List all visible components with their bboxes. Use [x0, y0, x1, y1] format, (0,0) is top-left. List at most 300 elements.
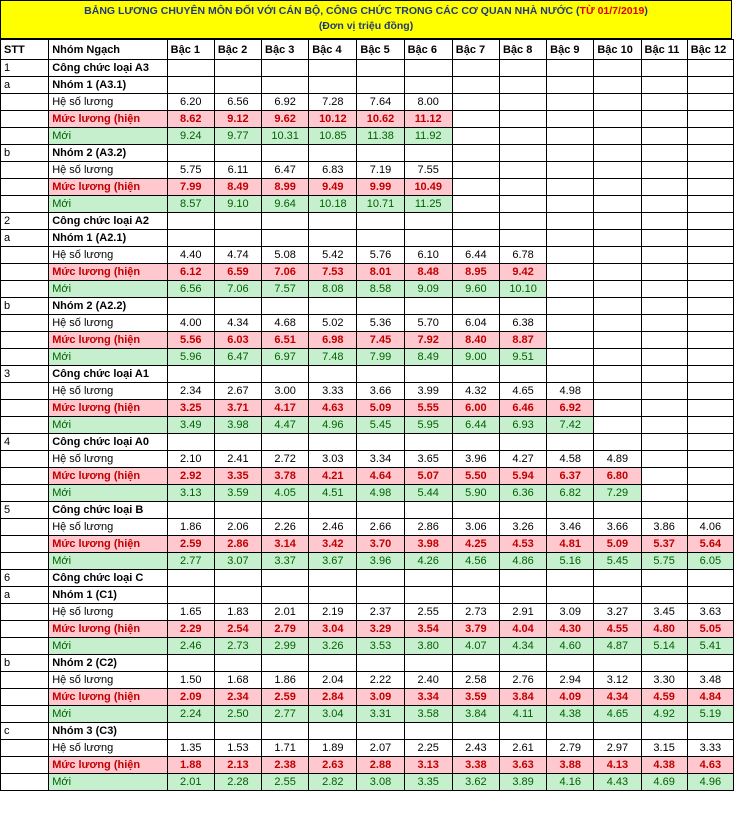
value-cell	[687, 434, 733, 451]
value-cell: 4.11	[499, 706, 546, 723]
value-cell: 4.09	[547, 689, 594, 706]
row-label: Nhóm 1 (C1)	[49, 587, 167, 604]
stt-cell	[1, 264, 49, 281]
value-cell: 4.05	[262, 485, 309, 502]
value-cell	[641, 434, 687, 451]
value-cell	[547, 94, 594, 111]
value-cell: 2.86	[214, 536, 261, 553]
table-row	[1, 655, 734, 672]
stt-cell	[1, 757, 49, 774]
value-cell: 3.14	[262, 536, 309, 553]
value-cell	[452, 94, 499, 111]
value-cell	[641, 94, 687, 111]
value-cell: 2.86	[404, 519, 452, 536]
value-cell	[594, 298, 641, 315]
row-label: Mức lương (hiện	[49, 179, 167, 196]
value-cell	[641, 366, 687, 383]
value-cell	[404, 502, 452, 519]
table-row	[1, 519, 734, 536]
table-row	[1, 740, 734, 757]
row-label: Nhóm 1 (A3.1)	[49, 77, 167, 94]
value-cell: 3.34	[357, 451, 404, 468]
value-cell	[499, 434, 546, 451]
value-cell: 3.08	[357, 774, 404, 791]
table-row	[1, 128, 734, 145]
row-label: Mức lương (hiện	[49, 468, 167, 485]
stt-cell	[1, 519, 49, 536]
value-cell: 9.62	[262, 111, 309, 128]
value-cell: 6.37	[547, 468, 594, 485]
value-cell	[547, 366, 594, 383]
value-cell: 4.13	[594, 757, 641, 774]
value-cell: 2.73	[452, 604, 499, 621]
value-cell	[499, 502, 546, 519]
value-cell	[262, 77, 309, 94]
value-cell	[262, 570, 309, 587]
table-row	[1, 94, 734, 111]
value-cell	[452, 111, 499, 128]
value-cell: 11.92	[404, 128, 452, 145]
value-cell	[499, 230, 546, 247]
value-cell	[167, 723, 214, 740]
value-cell	[594, 366, 641, 383]
value-cell: 5.44	[404, 485, 452, 502]
value-cell	[499, 723, 546, 740]
value-cell	[452, 213, 499, 230]
stt-cell	[1, 162, 49, 179]
value-cell	[687, 247, 733, 264]
value-cell	[499, 366, 546, 383]
value-cell: 7.53	[309, 264, 357, 281]
row-label: Mức lương (hiện	[49, 757, 167, 774]
value-cell	[687, 128, 733, 145]
value-cell	[452, 128, 499, 145]
stt-cell	[1, 247, 49, 264]
value-cell	[167, 366, 214, 383]
value-cell: 4.92	[641, 706, 687, 723]
value-cell: 3.59	[214, 485, 261, 502]
value-cell: 2.50	[214, 706, 261, 723]
value-cell	[499, 60, 546, 77]
stt-cell	[1, 128, 49, 145]
value-cell	[214, 213, 261, 230]
value-cell	[452, 570, 499, 587]
value-cell	[687, 298, 733, 315]
value-cell: 9.64	[262, 196, 309, 213]
value-cell: 9.49	[309, 179, 357, 196]
row-label: Nhóm 1 (A2.1)	[49, 230, 167, 247]
value-cell	[499, 298, 546, 315]
table-row	[1, 570, 734, 587]
value-cell: 9.77	[214, 128, 261, 145]
value-cell	[687, 162, 733, 179]
value-cell: 10.12	[309, 111, 357, 128]
value-cell	[214, 723, 261, 740]
value-cell: 4.69	[641, 774, 687, 791]
value-cell: 4.04	[499, 621, 546, 638]
value-cell: 2.29	[167, 621, 214, 638]
value-cell: 2.09	[167, 689, 214, 706]
stt-cell	[1, 553, 49, 570]
value-cell	[687, 366, 733, 383]
column-header: Nhóm Ngạch	[49, 40, 167, 60]
value-cell: 3.13	[404, 757, 452, 774]
value-cell	[641, 247, 687, 264]
value-cell: 4.26	[404, 553, 452, 570]
value-cell	[309, 655, 357, 672]
row-label: Mới	[49, 196, 167, 213]
column-header: Bậc 1	[167, 40, 214, 60]
table-row	[1, 332, 734, 349]
row-label: Hệ số lương	[49, 383, 167, 400]
row-label: Mới	[49, 417, 167, 434]
value-cell: 3.53	[357, 638, 404, 655]
value-cell	[641, 468, 687, 485]
value-cell	[404, 570, 452, 587]
value-cell	[594, 315, 641, 332]
value-cell: 8.49	[214, 179, 261, 196]
value-cell	[167, 145, 214, 162]
value-cell	[547, 655, 594, 672]
value-cell: 3.37	[262, 553, 309, 570]
table-row	[1, 230, 734, 247]
value-cell	[594, 570, 641, 587]
value-cell	[594, 94, 641, 111]
value-cell: 3.46	[547, 519, 594, 536]
value-cell: 3.86	[641, 519, 687, 536]
value-cell: 4.38	[547, 706, 594, 723]
value-cell	[404, 587, 452, 604]
value-cell: 9.42	[499, 264, 546, 281]
value-cell: 5.45	[357, 417, 404, 434]
value-cell	[214, 77, 261, 94]
value-cell: 5.55	[404, 400, 452, 417]
value-cell	[262, 298, 309, 315]
value-cell: 3.26	[499, 519, 546, 536]
value-cell: 2.04	[309, 672, 357, 689]
value-cell: 2.67	[214, 383, 261, 400]
value-cell: 11.25	[404, 196, 452, 213]
value-cell	[641, 349, 687, 366]
value-cell: 4.80	[641, 621, 687, 638]
value-cell: 2.79	[547, 740, 594, 757]
stt-cell	[1, 400, 49, 417]
value-cell	[404, 213, 452, 230]
table-row	[1, 485, 734, 502]
value-cell: 6.36	[499, 485, 546, 502]
value-cell	[594, 162, 641, 179]
value-cell	[262, 230, 309, 247]
table-row	[1, 264, 734, 281]
value-cell: 8.00	[404, 94, 452, 111]
value-cell: 2.59	[262, 689, 309, 706]
value-cell: 4.47	[262, 417, 309, 434]
row-label: Mới	[49, 485, 167, 502]
value-cell: 1.65	[167, 604, 214, 621]
value-cell	[687, 145, 733, 162]
column-header: Bậc 2	[214, 40, 261, 60]
value-cell: 7.64	[357, 94, 404, 111]
value-cell	[499, 570, 546, 587]
value-cell: 2.77	[262, 706, 309, 723]
value-cell: 6.38	[499, 315, 546, 332]
value-cell	[687, 417, 733, 434]
value-cell	[214, 298, 261, 315]
value-cell: 5.37	[641, 536, 687, 553]
value-cell: 2.54	[214, 621, 261, 638]
value-cell: 3.66	[594, 519, 641, 536]
value-cell	[309, 502, 357, 519]
table-row	[1, 689, 734, 706]
value-cell	[357, 230, 404, 247]
value-cell	[452, 196, 499, 213]
stt-cell	[1, 196, 49, 213]
row-label: Hệ số lương	[49, 672, 167, 689]
value-cell: 5.41	[687, 638, 733, 655]
value-cell: 3.07	[214, 553, 261, 570]
value-cell: 2.94	[547, 672, 594, 689]
value-cell: 8.95	[452, 264, 499, 281]
table-row	[1, 315, 734, 332]
value-cell	[167, 213, 214, 230]
value-cell: 5.07	[404, 468, 452, 485]
value-cell	[499, 655, 546, 672]
value-cell: 4.55	[594, 621, 641, 638]
value-cell	[687, 587, 733, 604]
value-cell: 2.22	[357, 672, 404, 689]
value-cell	[499, 179, 546, 196]
row-label: Mới	[49, 706, 167, 723]
value-cell: 3.04	[309, 706, 357, 723]
value-cell: 2.77	[167, 553, 214, 570]
value-cell	[594, 502, 641, 519]
value-cell: 6.59	[214, 264, 261, 281]
value-cell: 2.06	[214, 519, 261, 536]
stt-cell: 2	[1, 213, 49, 230]
effective-date: TỪ 01/7/2019	[579, 5, 645, 17]
row-label: Nhóm 2 (A2.2)	[49, 298, 167, 315]
value-cell	[452, 655, 499, 672]
table-row	[1, 77, 734, 94]
value-cell: 4.65	[594, 706, 641, 723]
value-cell	[641, 332, 687, 349]
value-cell	[452, 60, 499, 77]
stt-cell: c	[1, 723, 49, 740]
value-cell: 2.97	[594, 740, 641, 757]
value-cell: 5.19	[687, 706, 733, 723]
value-cell	[547, 570, 594, 587]
value-cell: 3.80	[404, 638, 452, 655]
value-cell	[214, 60, 261, 77]
value-cell: 6.44	[452, 247, 499, 264]
value-cell: 10.85	[309, 128, 357, 145]
value-cell	[687, 723, 733, 740]
value-cell	[214, 366, 261, 383]
value-cell	[309, 570, 357, 587]
row-label: Hệ số lương	[49, 519, 167, 536]
value-cell: 2.66	[357, 519, 404, 536]
value-cell	[594, 196, 641, 213]
value-cell	[687, 196, 733, 213]
value-cell: 5.14	[641, 638, 687, 655]
value-cell: 9.12	[214, 111, 261, 128]
value-cell	[167, 60, 214, 77]
value-cell	[214, 502, 261, 519]
value-cell: 6.97	[262, 349, 309, 366]
value-cell	[641, 230, 687, 247]
value-cell	[167, 570, 214, 587]
value-cell	[404, 723, 452, 740]
value-cell: 6.44	[452, 417, 499, 434]
value-cell	[262, 366, 309, 383]
value-cell: 5.05	[687, 621, 733, 638]
value-cell	[641, 655, 687, 672]
value-cell: 5.56	[167, 332, 214, 349]
value-cell: 2.24	[167, 706, 214, 723]
table-row	[1, 162, 734, 179]
row-label: Hệ số lương	[49, 315, 167, 332]
value-cell	[547, 179, 594, 196]
value-cell	[167, 502, 214, 519]
value-cell	[499, 196, 546, 213]
value-cell: 5.64	[687, 536, 733, 553]
stt-cell	[1, 672, 49, 689]
value-cell	[641, 298, 687, 315]
table-row	[1, 587, 734, 604]
row-label: Mới	[49, 638, 167, 655]
stt-cell	[1, 179, 49, 196]
value-cell	[594, 587, 641, 604]
value-cell: 3.25	[167, 400, 214, 417]
value-cell	[594, 417, 641, 434]
value-cell: 3.03	[309, 451, 357, 468]
value-cell	[594, 383, 641, 400]
value-cell: 4.96	[309, 417, 357, 434]
row-label: Mới	[49, 553, 167, 570]
table-row	[1, 468, 734, 485]
value-cell	[687, 111, 733, 128]
value-cell: 4.25	[452, 536, 499, 553]
value-cell: 4.56	[452, 553, 499, 570]
title-line: BẢNG LƯƠNG CHUYÊN MÔN ĐỐI VỚI CÁN BỘ, CÔNG CHỨC TRONG CÁC CƠ QUAN NHÀ NƯỚC (TỪ 01/7/2019)	[84, 5, 648, 17]
table-row	[1, 298, 734, 315]
stt-cell	[1, 689, 49, 706]
value-cell	[214, 230, 261, 247]
value-cell: 3.27	[594, 604, 641, 621]
value-cell: 2.01	[167, 774, 214, 791]
value-cell	[452, 298, 499, 315]
value-cell: 2.07	[357, 740, 404, 757]
value-cell: 2.43	[452, 740, 499, 757]
value-cell	[214, 145, 261, 162]
value-cell: 7.48	[309, 349, 357, 366]
value-cell: 5.08	[262, 247, 309, 264]
value-cell: 3.88	[547, 757, 594, 774]
value-cell	[452, 145, 499, 162]
value-cell: 4.63	[309, 400, 357, 417]
value-cell	[547, 196, 594, 213]
value-cell: 2.41	[214, 451, 261, 468]
value-cell: 7.28	[309, 94, 357, 111]
value-cell	[641, 128, 687, 145]
value-cell: 3.98	[214, 417, 261, 434]
value-cell	[309, 434, 357, 451]
value-cell: 5.36	[357, 315, 404, 332]
value-cell: 1.68	[214, 672, 261, 689]
row-label: Mới	[49, 281, 167, 298]
value-cell	[499, 94, 546, 111]
value-cell	[547, 264, 594, 281]
row-label: Mới	[49, 774, 167, 791]
row-label: Mới	[49, 128, 167, 145]
value-cell: 3.13	[167, 485, 214, 502]
value-cell: 4.07	[452, 638, 499, 655]
value-cell	[687, 485, 733, 502]
value-cell: 6.12	[167, 264, 214, 281]
value-cell: 1.83	[214, 604, 261, 621]
value-cell	[262, 60, 309, 77]
stt-cell	[1, 94, 49, 111]
value-cell: 3.62	[452, 774, 499, 791]
stt-cell	[1, 383, 49, 400]
value-cell	[687, 451, 733, 468]
value-cell	[641, 281, 687, 298]
value-cell	[641, 723, 687, 740]
value-cell	[404, 366, 452, 383]
value-cell: 3.30	[641, 672, 687, 689]
value-cell: 3.12	[594, 672, 641, 689]
row-label: Hệ số lương	[49, 94, 167, 111]
value-cell	[547, 434, 594, 451]
value-cell	[452, 179, 499, 196]
value-cell	[594, 145, 641, 162]
table-row	[1, 536, 734, 553]
table-row	[1, 60, 734, 77]
value-cell: 9.09	[404, 281, 452, 298]
row-label: Mức lương (hiện	[49, 332, 167, 349]
value-cell: 4.06	[687, 519, 733, 536]
value-cell	[547, 502, 594, 519]
column-header: Bậc 8	[499, 40, 546, 60]
value-cell: 6.03	[214, 332, 261, 349]
row-label: Công chức loại A0	[49, 434, 167, 451]
value-cell	[594, 128, 641, 145]
stt-cell	[1, 349, 49, 366]
row-label: Mức lương (hiện	[49, 621, 167, 638]
table-row	[1, 383, 734, 400]
stt-cell: a	[1, 230, 49, 247]
value-cell: 9.60	[452, 281, 499, 298]
value-cell	[357, 77, 404, 94]
value-cell: 2.26	[262, 519, 309, 536]
stt-cell: b	[1, 145, 49, 162]
value-cell: 8.48	[404, 264, 452, 281]
value-cell: 3.99	[404, 383, 452, 400]
value-cell	[687, 60, 733, 77]
value-cell: 4.30	[547, 621, 594, 638]
value-cell	[641, 400, 687, 417]
value-cell	[547, 723, 594, 740]
row-label: Nhóm 3 (C3)	[49, 723, 167, 740]
value-cell	[641, 196, 687, 213]
value-cell: 6.78	[499, 247, 546, 264]
value-cell	[357, 434, 404, 451]
value-cell: 7.99	[357, 349, 404, 366]
value-cell: 2.46	[309, 519, 357, 536]
value-cell	[547, 315, 594, 332]
value-cell: 7.55	[404, 162, 452, 179]
value-cell: 3.29	[357, 621, 404, 638]
